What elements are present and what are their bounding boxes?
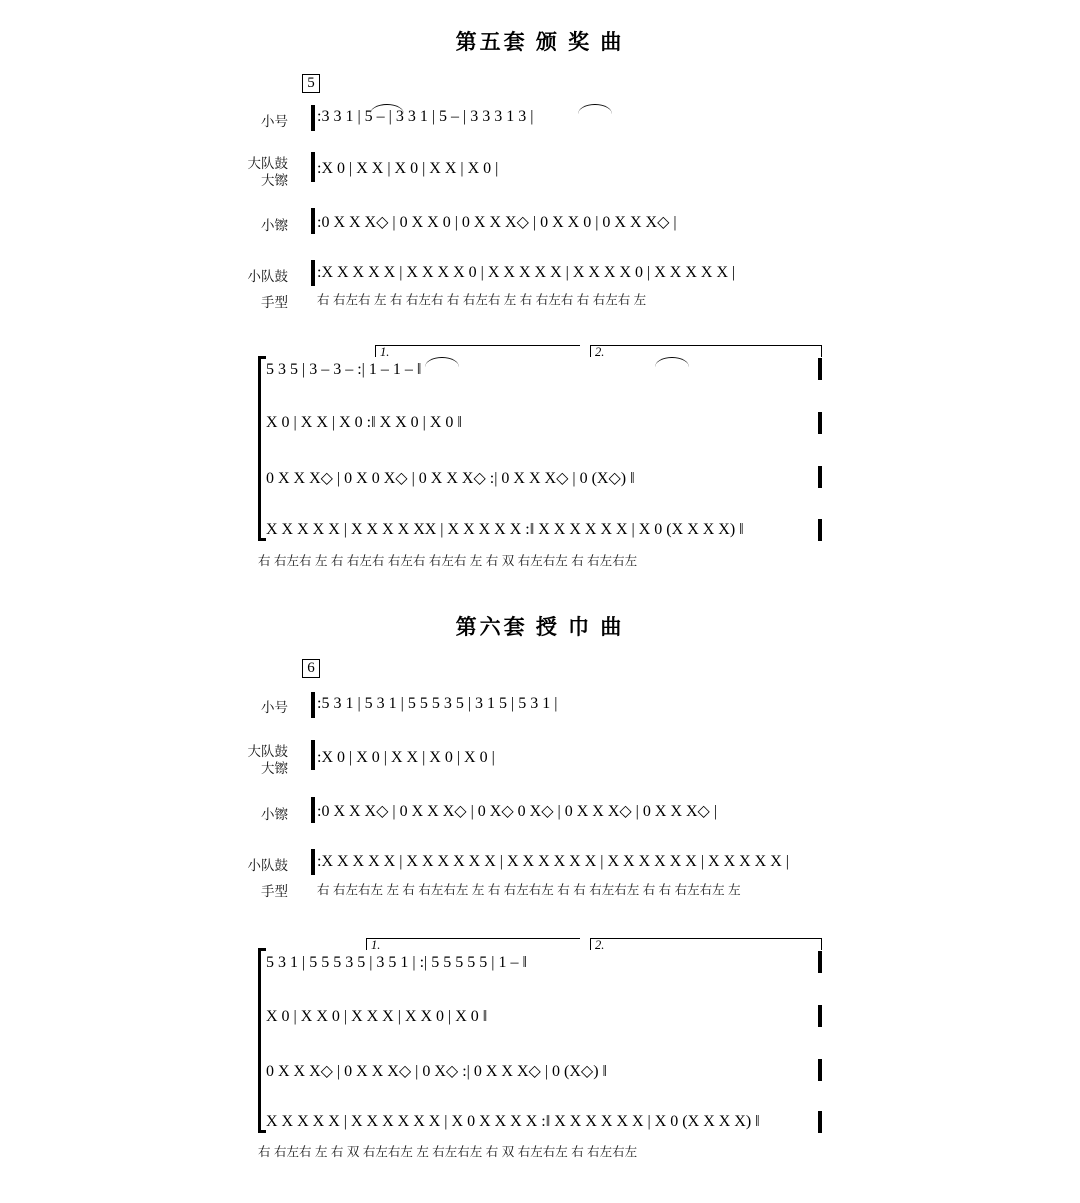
tie-arc: [425, 357, 459, 367]
final-barline: [818, 951, 822, 973]
staff-bracket-cymbal: [311, 797, 315, 823]
part-label-small-cymbal: 小镲: [261, 807, 288, 822]
music-row-bassdrum-s1: :X 0 | X X | X 0 | X X | X 0 |: [317, 160, 499, 177]
music-row-bassdrum-s1-song6: :X 0 | X 0 | X X | X 0 | X 0 |: [317, 749, 495, 766]
tie-arc: [655, 357, 689, 367]
part-label-bass-drum: 大队鼓: [247, 744, 288, 759]
page-title-song5: 第五套 颁 奖 曲: [455, 30, 625, 54]
final-barline: [818, 412, 822, 434]
music-row-smallcymbal-s1-song6: :0 X X X◇ | 0 X X X◇ | 0 X◇ 0 X◇ | 0 X X X◇ | 0 X X X◇ |: [317, 803, 718, 820]
volta-label-1: 1.: [380, 345, 390, 359]
music-row-smallcymbal-s1: :0 X X X◇ | 0 X X 0 | 0 X X X◇ | 0 X X 0 | 0 X X X◇ |: [317, 214, 677, 231]
music-row-snare-s1-song6: :X X X X X | X X X X X X | X X X X X X | X X X X X X | X X X X X |: [317, 853, 789, 870]
volta-label-1: 1.: [371, 938, 381, 952]
music-row-snare-s1: :X X X X X | X X X X 0 | X X X X X | X X X X 0 | X X X X X |: [317, 264, 736, 281]
final-barline: [818, 1005, 822, 1027]
tie-arc: [578, 104, 612, 114]
music-row-trumpet-s1-song6: :5 3 1 | 5 3 1 | 5 5 5 3 5 | 3 1 5 | 5 3 1 |: [317, 695, 558, 712]
staff-bracket-trumpet: [311, 105, 315, 131]
part-label-hand-pattern: 手型: [261, 884, 288, 899]
final-barline: [818, 1111, 822, 1133]
part-label-small-cymbal: 小镲: [261, 218, 288, 233]
music-row-snare-s2-song6: X X X X X | X X X X X X | X 0 X X X X :‖ X X X X X X | X 0 (X X X X) ‖: [266, 1113, 760, 1130]
system-bracket-song6: [258, 948, 266, 1133]
staff-bracket-cymbal: [311, 208, 315, 234]
final-barline: [818, 466, 822, 488]
music-row-trumpet-s2-song6: 5 3 1 | 5 5 5 3 5 | 3 5 1 | :| 5 5 5 5 5 | 1 – ‖: [266, 954, 527, 971]
volta-bracket-2: [590, 938, 822, 950]
hand-pattern-row-s1: 右 右左右 左 右 右左右 右 右左右 左 右 右左右 右 右左右 左: [317, 293, 647, 307]
volta-bracket-1: [366, 938, 580, 950]
hand-pattern-row-s2-song6: 右 右左右 左 右 双 右左右左 左 右左右左 右 双 右左右左 右 右左右左: [258, 1145, 638, 1159]
tie-arc: [370, 104, 404, 114]
music-row-bassdrum-s2: X 0 | X X | X 0 :‖ X X 0 | X 0 ‖: [266, 414, 462, 431]
part-label-bass-cymbal: 大镲: [261, 761, 288, 776]
part-label-snare-drum: 小队鼓: [247, 269, 288, 284]
system-bracket-song5: [258, 356, 266, 541]
section-number-5: 5: [302, 74, 320, 93]
volta-label-2: 2.: [595, 345, 605, 359]
page-title-song6: 第六套 授 巾 曲: [455, 615, 625, 639]
hand-pattern-row-s2: 右 右左右 左 右 右左右 右左右 右左右 左 右 双 右左右左 右 右左右左: [258, 554, 638, 568]
music-row-trumpet-s2: 5 3 5 | 3 – 3 – :| 1 – 1 – ‖: [266, 361, 422, 378]
final-barline: [818, 519, 822, 541]
part-label-trumpet: 小号: [261, 114, 288, 129]
music-row-smallcymbal-s2-song6: 0 X X X◇ | 0 X X X◇ | 0 X◇ :| 0 X X X◇ | 0 (X◇) ‖: [266, 1063, 608, 1080]
staff-bracket-bassdrum: [311, 152, 315, 182]
hand-pattern-row-s1-song6: 右 右左右左 左 右 右左右左 左 右 右左右左 右 右 右左右左 右 右 右左右左 左: [317, 883, 741, 897]
staff-bracket-snare: [311, 260, 315, 286]
music-row-smallcymbal-s2: 0 X X X◇ | 0 X 0 X◇ | 0 X X X◇ :| 0 X X X◇ | 0 (X◇) ‖: [266, 470, 635, 487]
final-barline: [818, 1059, 822, 1081]
music-row-trumpet-s1: :3 3 1 | 5 – | 3 3 1 | 5 – | 3 3 3 1 3 |: [317, 108, 534, 125]
staff-bracket-bassdrum: [311, 740, 315, 770]
part-label-trumpet: 小号: [261, 700, 288, 715]
staff-bracket-trumpet: [311, 692, 315, 718]
volta-bracket-2: [590, 345, 822, 357]
section-number-6: 6: [302, 659, 320, 678]
staff-bracket-snare: [311, 849, 315, 875]
part-label-bass-cymbal: 大镲: [261, 173, 288, 188]
part-label-hand-pattern: 手型: [261, 295, 288, 310]
volta-bracket-1: [375, 345, 580, 357]
music-row-bassdrum-s2-song6: X 0 | X X 0 | X X X | X X 0 | X 0 ‖: [266, 1008, 488, 1025]
part-label-bass-drum: 大队鼓: [247, 156, 288, 171]
part-label-snare-drum: 小队鼓: [247, 858, 288, 873]
volta-label-2: 2.: [595, 938, 605, 952]
music-row-snare-s2: X X X X X | X X X X XX | X X X X X :‖ X X X X X X | X 0 (X X X X) ‖: [266, 521, 744, 538]
final-barline: [818, 358, 822, 380]
